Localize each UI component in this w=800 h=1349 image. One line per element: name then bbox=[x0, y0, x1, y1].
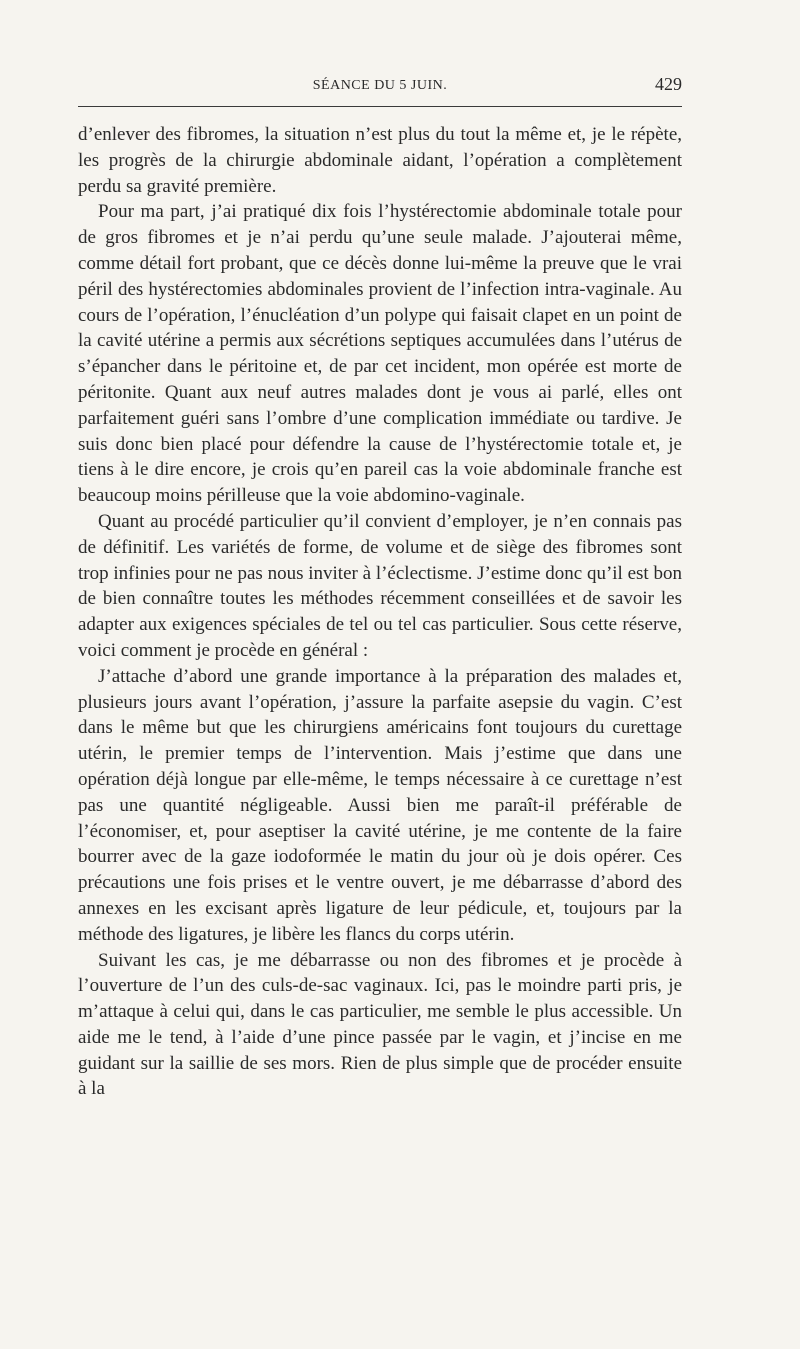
page-number: 429 bbox=[655, 74, 682, 94]
running-head-title: SÉANCE DU 5 JUIN. bbox=[312, 78, 448, 93]
body-text bbox=[78, 122, 682, 1102]
paragraph: J’attache d’abord une grande importance à la préparation des malades et, plusieurs jours avant l’opération, j’assure la parfaite asepsie du vagin. C’est dans le même but que les chirurgiens américains font toujours du curettage utérin, le premier temps de l’intervention. Mais j’estime que dans une opération déjà longue par elle-même, le temps nécessaire à ce curettage n’est pas une quantité négligeable. Aussi bien me paraît-il préférable de l’économiser, et, pour aseptiser la cavité utérine, je me contente de la faire bourrer avec de la gaze iodoformée le matin du jour où je dois opérer. Ces précautions une fois prises et le ventre ouvert, je me débarrasse d’abord des annexes en les excisant après ligature de leur pédicule, et, toujours par la méthode des ligatures, je libère les flancs du corps utérin. bbox=[78, 665, 682, 945]
paragraph: Quant au procédé particulier qu’il convient d’employer, je n’en connais pas de définitif. Les variétés de forme, de volume et de siège des fibromes sont trop infinies pour ne pas nous inviter à l’éclectisme. J’estime donc qu’il est bon de bien connaître toutes les méthodes récemment conseillées et de savoir les adapter aux exigences spéciales de tel ou tel cas particulier. Sous cette réserve, voici comment je procède en général : bbox=[78, 510, 682, 661]
header-rule bbox=[78, 106, 682, 107]
paragraph: Pour ma part, j’ai pratiqué dix fois l’hystérectomie abdominale totale pour de gros fibromes et je n’ai perdu qu’une seule malade. J’ajouterai même, comme détail fort probant, que ce décès donne lui-même la preuve que le vrai péril des hystérectomies abdominales provient de l’infection intra-vaginale. Au cours de l’opération, l’énucléation d’un polype qui faisait clapet en un point de la cavité utérine a permis aux sécrétions septiques accumulées dans l’utérus de s’épancher dans le péritoine et, de par cet incident, mon opérée est morte de péritonite. Quant aux neuf autres malades dont je vous ai parlé, elles ont parfaitement guéri sans l’ombre d’une complication immédiate ou tardive. Je suis donc bien placé pour défendre la cause de l’hystérectomie totale et, je tiens à le dire encore, je crois qu’en pareil cas la voie abdominale franche est beaucoup moins périlleuse que la voie abdomino-vaginale. bbox=[78, 201, 682, 507]
paragraph-continued: d’enlever des fibromes, la situation n’est plus du tout la même et, je le répète, les progrès de la chirurgie abdominale aidant, l’opération a complètement perdu sa gravité première. bbox=[78, 124, 682, 197]
paragraph: Suivant les cas, je me débarrasse ou non des fibromes et je procède à l’ouverture de l’un des culs-de-sac vaginaux. Ici, pas le moindre parti pris, je m’attaque à celui qui, dans le cas particulier, me semble le plus accessible. Un aide me le tend, à l’aide d’une pince passée par le vagin, et j’incise en me guidant sur la saillie de ses mors. Rien de plus simple que de procéder ensuite à la bbox=[78, 949, 682, 1100]
running-head bbox=[78, 74, 682, 102]
